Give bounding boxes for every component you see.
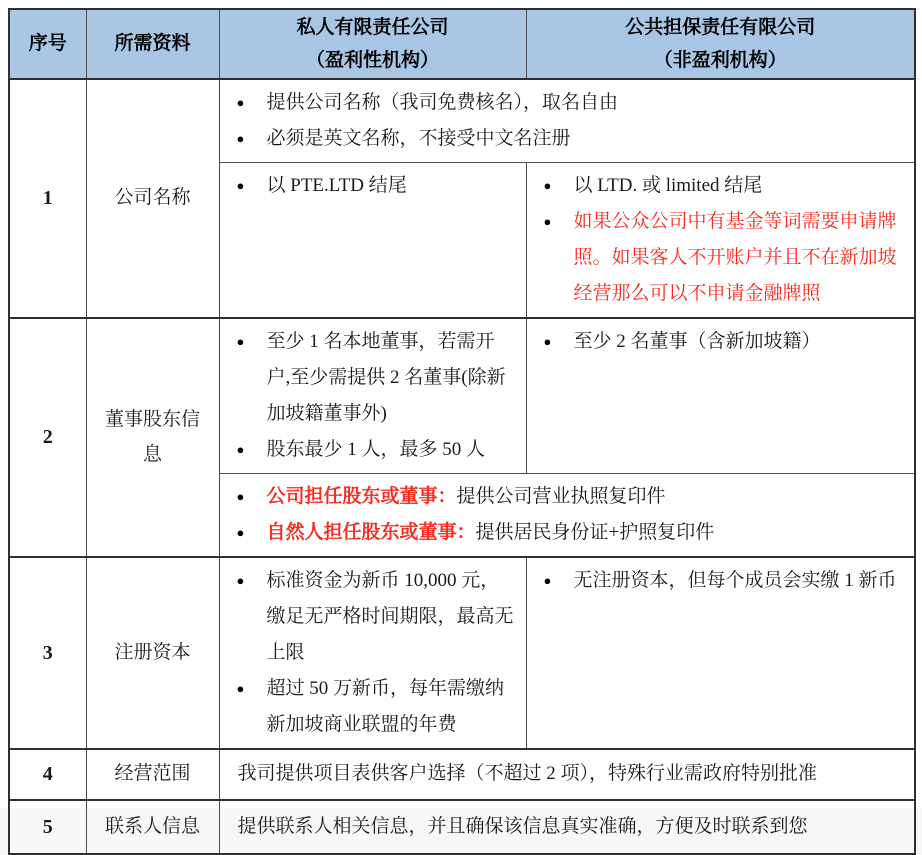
- bullet-icon: ●: [543, 178, 552, 193]
- row1-shared-cell: [219, 79, 915, 163]
- bullet-icon: ●: [236, 681, 245, 696]
- row3-label: 注册资本: [86, 557, 219, 749]
- row4-number: 4: [9, 749, 86, 800]
- row2-shared-item-1-label: 公司担任股东或董事：: [266, 486, 457, 507]
- list-item: [220, 324, 518, 432]
- list-item: [527, 204, 907, 312]
- row3-public-item-1: 无注册资本，但每个成员会实缴 1 新币: [573, 570, 897, 591]
- table-header-row: [9, 9, 915, 79]
- row3-public-cell: [526, 557, 915, 749]
- list-item: [220, 515, 907, 551]
- header-public-company: [526, 9, 915, 79]
- row2-shared-item-1: [267, 479, 907, 515]
- row1-public-item-1: 以 LTD. 或 limited 结尾: [573, 175, 763, 196]
- row3-private-item-1: 标准资金为新币 10,000 元，缴足无严格时间期限，最高无上限: [266, 570, 514, 663]
- row2-public-cell: [526, 318, 915, 474]
- bullet-icon: ●: [543, 573, 552, 588]
- row2-shared-item-1-text: 提供公司营业执照复印件: [456, 486, 666, 507]
- company-comparison-table: [8, 8, 916, 855]
- header-materials-label: 所需资料: [114, 33, 191, 55]
- list-item: [220, 168, 518, 204]
- row3-private-item-2: 超过 50 万新币，每年需缴纳新加坡商业联盟的年费: [266, 678, 505, 735]
- row2-shared-item-2-text: 提供居民身份证+护照复印件: [475, 522, 715, 543]
- bullet-icon: ●: [236, 525, 245, 540]
- list-item: [220, 85, 907, 121]
- row1-shared-item-2: 必须是英文名称，不接受中文名注册: [266, 128, 571, 149]
- row4-label: 经营范围: [86, 749, 219, 800]
- header-private-line2: （盈利性机构）: [305, 50, 439, 71]
- bullet-icon: ●: [543, 334, 552, 349]
- list-item: [220, 479, 907, 515]
- bullet-icon: ●: [236, 442, 245, 457]
- row3-number: 3: [9, 557, 86, 749]
- row5-text-cell: 提供联系人相关信息，并且确保该信息真实准确，方便及时联系到您: [219, 800, 915, 854]
- list-item: [220, 432, 518, 468]
- row4-text-cell: 我司提供项目表供客户选择（不超过 2 项），特殊行业需政府特别批准: [219, 749, 915, 800]
- list-item: [220, 121, 907, 157]
- header-private-line1: 私人有限责任公司: [296, 16, 449, 38]
- bullet-icon: ●: [236, 178, 245, 193]
- bullet-icon: ●: [236, 489, 245, 504]
- row1-public-cell: [526, 163, 915, 319]
- header-materials: [86, 9, 219, 79]
- row-business-scope: [9, 749, 915, 800]
- row5-number: 5: [9, 800, 86, 854]
- row1-private-item-1: 以 PTE.LTD 结尾: [266, 175, 407, 196]
- header-public-line1: 公共担保责任有限公司: [625, 16, 816, 38]
- bullet-icon: ●: [236, 131, 245, 146]
- row1-shared-item-1: 提供公司名称（我司免费核名），取名自由: [266, 92, 619, 113]
- row3-private-cell: [219, 557, 526, 749]
- list-item: [527, 168, 907, 204]
- row2-shared-item-2: [267, 515, 907, 551]
- row2-shared-item-2-label: 自然人担任股东或董事：: [266, 522, 476, 543]
- row2-private-item-2: 股东最少 1 人，最多 50 人: [266, 439, 486, 460]
- row2-private-cell: [219, 318, 526, 474]
- header-seq: [9, 9, 86, 79]
- row-directors-split: [9, 318, 915, 474]
- list-item: [220, 563, 518, 671]
- row1-private-cell: [219, 163, 526, 319]
- row1-number: 1: [9, 79, 86, 318]
- row2-number: 2: [9, 318, 86, 557]
- row-contact-info: [9, 800, 915, 854]
- bullet-icon: ●: [543, 214, 552, 229]
- row-company-name-shared: [9, 79, 915, 163]
- header-private-company: [219, 9, 526, 79]
- row-capital: [9, 557, 915, 749]
- bullet-icon: ●: [236, 95, 245, 110]
- row2-shared-cell: [219, 474, 915, 558]
- bullet-icon: ●: [236, 573, 245, 588]
- list-item: [220, 671, 518, 743]
- row1-public-item-2-warning: 如果公众公司中有基金等词需要申请牌照。如果客人不开账户并且不在新加坡经营那么可以不申请金融牌照: [573, 211, 897, 304]
- header-public-line2: （非盈利机构）: [653, 50, 787, 71]
- list-item: [527, 563, 907, 599]
- list-item: [527, 324, 907, 360]
- bullet-icon: ●: [236, 334, 245, 349]
- row2-public-item-1: 至少 2 名董事（含新加坡籍）: [573, 331, 821, 352]
- row5-label: 联系人信息: [86, 800, 219, 854]
- row1-label: 公司名称: [86, 79, 219, 318]
- row2-label: 董事股东信息: [86, 318, 219, 557]
- header-seq-label: 序号: [28, 33, 67, 55]
- row2-private-item-1: 至少 1 名本地董事，若需开户,至少需提供 2 名董事(除新加坡籍董事外): [266, 331, 506, 424]
